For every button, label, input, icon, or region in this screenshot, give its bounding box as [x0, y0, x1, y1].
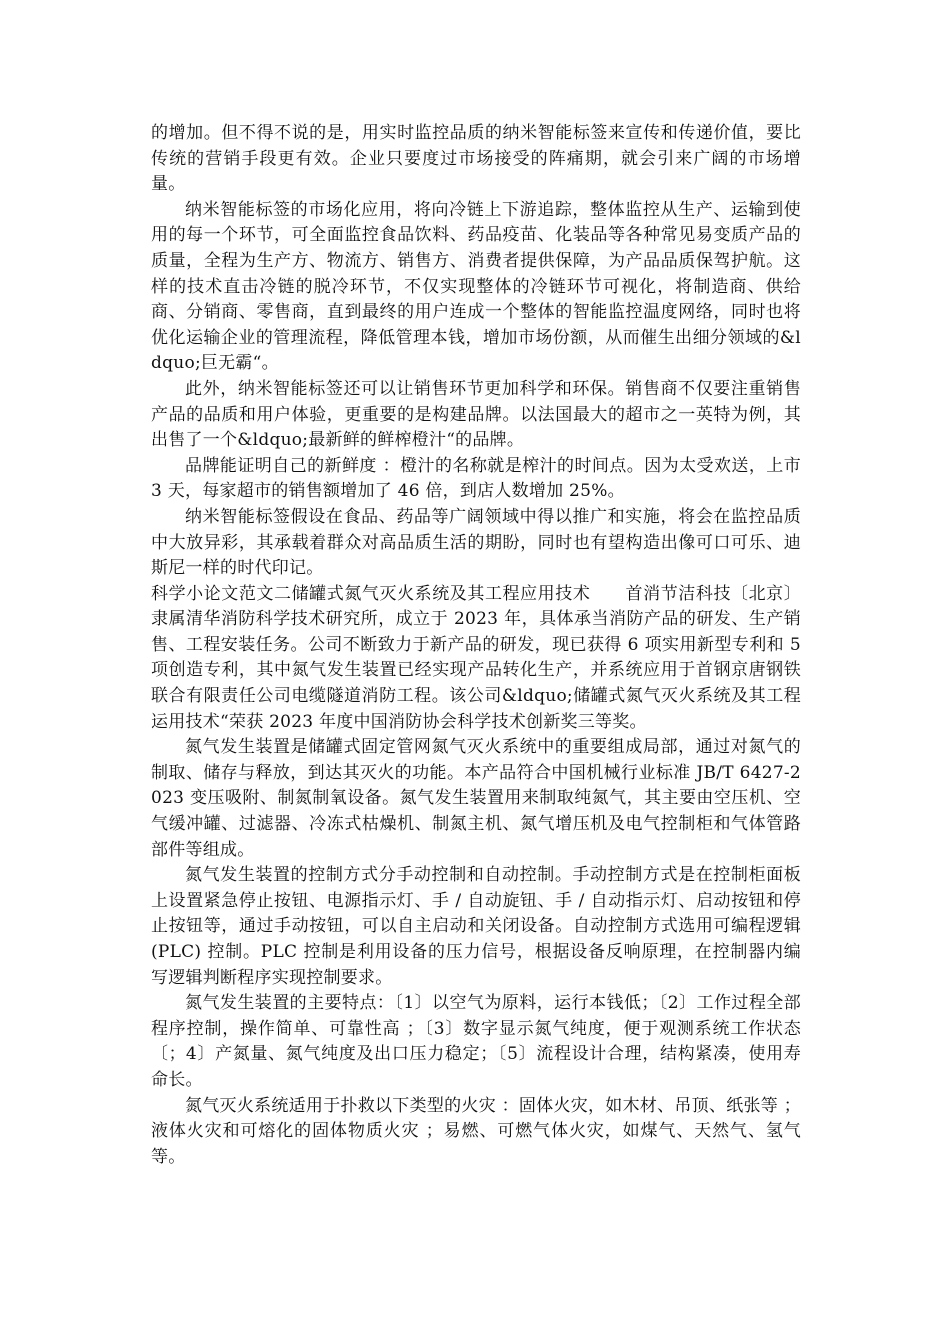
- paragraph-5: 纳米智能标签假设在食品、药品等广阔领域中得以推广和实施，将会在监控品质中大放异彩，其承载着群众对高品质生活的期盼，同时也有望构造出像可口可乐、迪斯尼一样的时代印记。: [151, 506, 801, 579]
- paragraph-2: 纳米智能标签的市场化应用，将向冷链上下游追踪，整体监控从生产、运输到使用的每一个环节，可全面监控食品饮料、药品疫苗、化装品等各种常见易变质产品的质量，全程为生产方、物流方、销售方、消费者提供保障，为产品品质保驾护航。这样的技术直击冷链的脱冷环节，不仅实现整体的冷链环节可视化，将制造商、供给商、分销商、零售商，直到最终的用户连成一个整体的智能监控温度网络，同时也将优化运输企业的管理流程，降低管理本钱，增加市场份额，从而催生出细分领域的&ldquo;巨无霸“。: [151, 199, 801, 374]
- paragraph-6: 科学小论文范文二储罐式氮气灭火系统及其工程应用技术 首消节洁科技〔北京〕隶属清华消防科学技术研究所，成立于 2023 年，具体承当消防产品的研发、生产销售、工程安装任务。公司不断致力于新产品的研发，现已获得 6 项实用新型专利和 5 项创造专利，其中氮气发生装置已经实现产品转化生产，并系统应用于首钢京唐钢铁联合有限责任公司电缆隧道消防工程。该公司&ldquo;储罐式氮气灭火系统及其工程运用技术“荣获 2023 年度中国消防协会科学技术创新奖三等奖。: [151, 583, 801, 732]
- paragraph-3: 此外，纳米智能标签还可以让销售环节更加科学和环保。销售商不仅要注重销售产品的品质和用户体验，更重要的是构建品牌。以法国最大的超市之一英特为例，其出售了一个&ldquo;最新鲜的鲜榨橙汁“的品牌。: [151, 378, 801, 451]
- document-body: [151, 121, 801, 1170]
- paragraph-10: 氮气灭火系统适用于扑救以下类型的火灾 ：固体火灾，如木材、吊顶、纸张等 ；液体火灾和可熔化的固体物质火灾 ；易燃、可燃气体火灾，如煤气、天然气、氢气等。: [151, 1095, 801, 1167]
- paragraph-4: 品牌能证明自己的新鲜度 ：橙汁的名称就是榨汁的时间点。因为太受欢送，上市 3 天，每家超市的销售额增加了 46 倍，到店人数增加 25%。: [151, 455, 801, 502]
- paragraph-8: 氮气发生装置的控制方式分手动控制和自动控制。手动控制方式是在控制柜面板上设置紧急停止按钮、电源指示灯、手 / 自动旋钮、手 / 自动指示灯、启动按钮和停止按钮等，通过手动按钮，可以自主启动和关闭设备。自动控制方式选用可编程逻辑 (PLC) 控制。PLC 控制是利用设备的压力信号，根据设备反响原理，在控制器内编写逻辑判断程序实现控制要求。: [151, 865, 801, 988]
- paragraph-1: 的增加。但不得不说的是，用实时监控品质的纳米智能标签来宣传和传递价值，要比传统的营销手段更有效。企业只要度过市场接受的阵痛期，就会引来广阔的市场增量。: [151, 123, 801, 195]
- paragraph-7: 氮气发生装置是储罐式固定管网氮气灭火系统中的重要组成局部，通过对氮气的制取、储存与释放，到达其灭火的功能。本产品符合中国机械行业标准 JB/T 6427-2023 变压吸附、制氮制氧设备。氮气发生装置用来制取纯氮气，其主要由空压机、空气缓冲罐、过滤器、冷冻式枯燥机、制氮主机、氮气增压机及电气控制柜和气体管路部件等组成。: [151, 737, 801, 860]
- paragraph-9: 氮气发生装置的主要特点：〔1〕以空气为原料，运行本钱低；〔2〕工作过程全部程序控制，操作简单、可靠性高 ；〔3〕数字显示氮气纯度，便于观测系统工作状态〔；4〕产氮量、氮气纯度及出口压力稳定；〔5〕流程设计合理，结构紧凑，使用寿命长。: [151, 993, 801, 1090]
